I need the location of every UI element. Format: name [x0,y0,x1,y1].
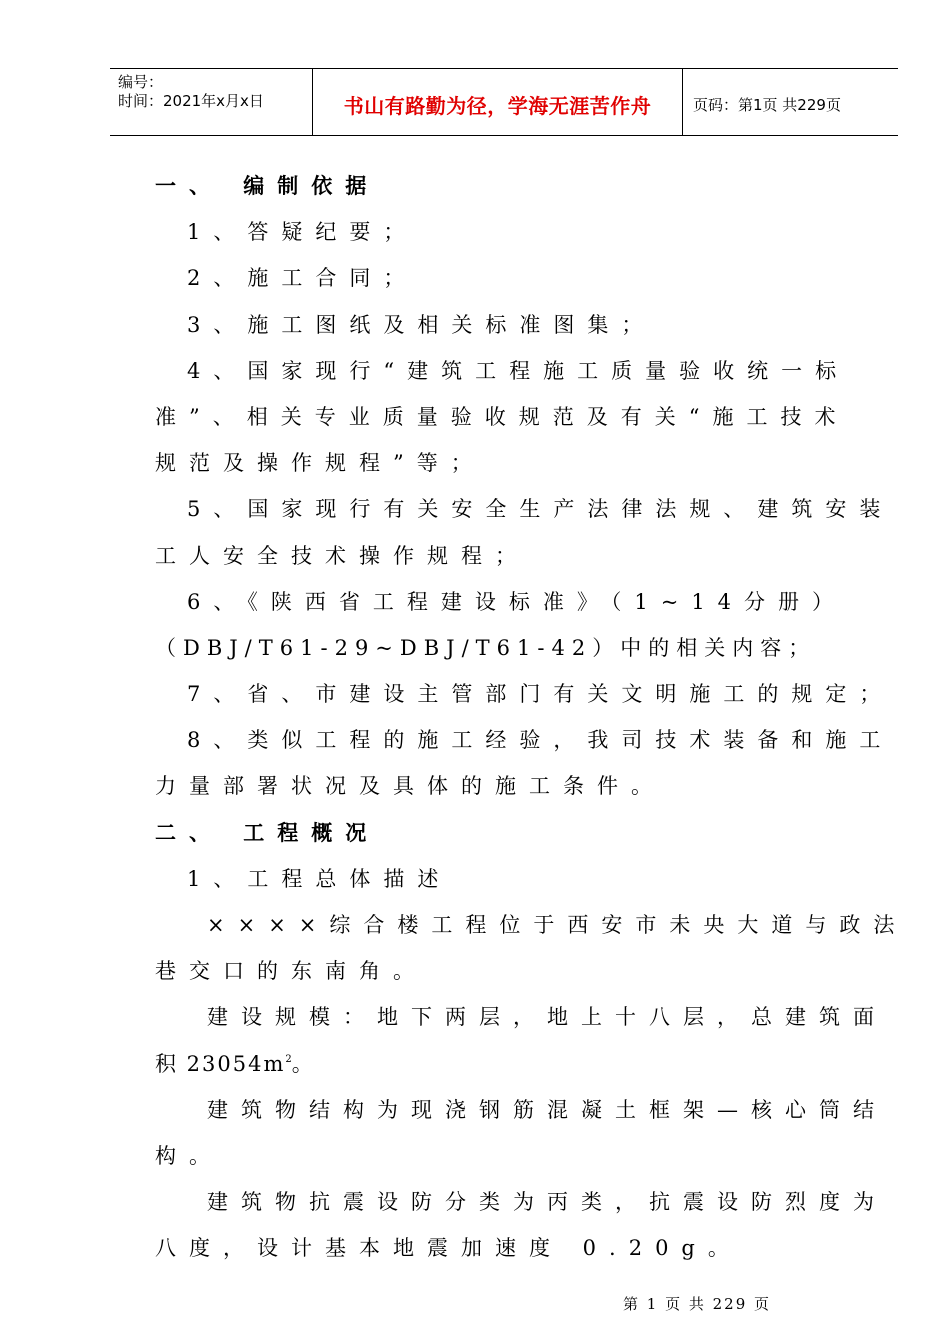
overview-structure-line-2: 构。 [155,1143,223,1168]
header-motto: 书山有路勤为径，学海无涯苦作舟 [343,93,652,118]
header-page-info: 页码：第1页 共229页 [693,95,841,114]
basis-item-2: 2、施工合同； [187,266,418,291]
basis-item-1: 1、答疑纪要； [187,220,418,245]
overview-scale-end: 。 [291,1051,326,1076]
basis-item-7: 7、省、市建设主管部门有关文明施工的规定； [187,682,894,707]
overview-scale-area: 积 23054m [155,1051,286,1076]
basis-item-5-line-1: 5、国家现行有关安全生产法律法规、建筑安装 [187,497,894,522]
document-date-label: 时间：2021年x月x日 [118,92,264,110]
basis-item-8-line-2: 力量部署状况及具体的施工条件。 [155,774,665,799]
header-motto-cell [313,69,683,135]
document-number-label: 编号： [118,73,164,91]
basis-item-4-line-1: 4、国家现行“建筑工程施工质量验收统一标 [187,358,850,383]
page-footer: 第 1 页 共 229 页 [623,1295,772,1313]
basis-item-5-line-2: 工人安全技术操作规程； [155,543,529,568]
overview-scale-line-2 [155,1044,855,1090]
overview-seismic-line-2: 八度，设计基本地震加速度 0.20g。 [155,1236,742,1261]
basis-item-4-line-3: 规范及操作规程”等； [155,451,485,476]
overview-scale-line-1: 建设规模：地下两层，地上十八层，总建筑面 [207,1005,887,1030]
overview-location-line-1: ××××综合楼工程位于西安市未央大道与政法 [207,913,908,937]
document-body [155,166,908,1275]
overview-structure-line-1: 建筑物结构为现浇钢筋混凝土框架—核心筒结 [207,1097,887,1122]
basis-item-6-line-1: 6、《陕西省工程建设标准》（1~14分册） [187,589,847,614]
section-heading-basis: 一、 编制依据 [155,173,380,198]
basis-item-8-line-1: 8、类似工程的施工经验，我司技术装备和施工 [187,728,894,753]
header-page-cell [683,69,898,135]
overview-seismic-line-1: 建筑物抗震设防分类为丙类，抗震设防烈度为 [207,1190,887,1215]
section-heading-overview: 二、 工程概况 [155,819,380,845]
basis-item-4-line-2: 准”、相关专业质量验收规范及有关“施工技术 [155,404,849,429]
overview-location-line-2: 巷交口的东南角。 [155,959,427,984]
basis-item-6-line-2: （DBJ/T61-29~DBJ/T61-42）中的相关内容； [155,635,817,660]
overview-item-1: 1、工程总体描述 [187,866,452,891]
basis-item-3: 3、施工图纸及相关标准图集； [187,312,656,337]
header-meta-cell [110,69,313,135]
area-unit-superscript: 2 [285,1053,292,1065]
page-header [110,68,898,136]
